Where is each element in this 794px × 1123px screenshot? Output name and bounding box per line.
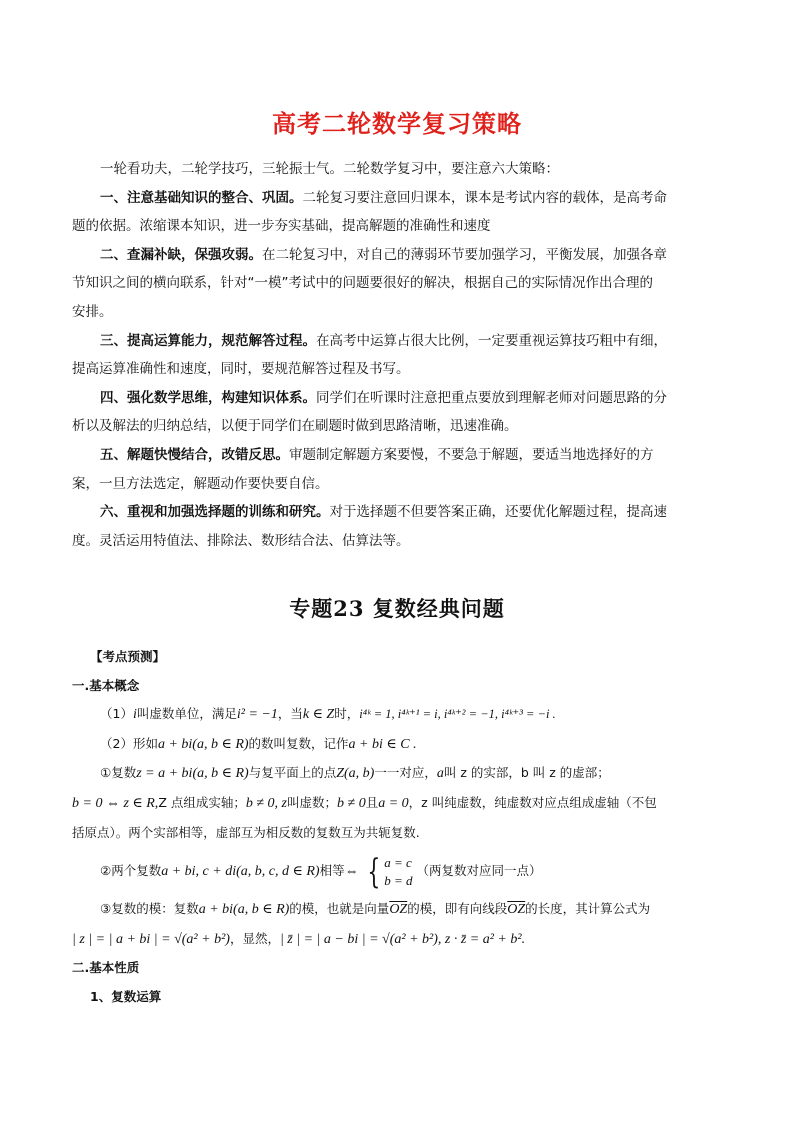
section-kaodian: 【考点预测】 xyxy=(90,649,166,664)
page-title: 高考二轮数学复习策略 xyxy=(272,110,522,138)
section-complex-operations: 1、复数运算 xyxy=(90,988,162,1004)
strategy-2-line-2: 节知识之间的横向联系，针对“一模”考试中的问题要很好的解决，根据自己的实际情况作出合理的 xyxy=(72,275,653,292)
strategy-2-heading: 二、查漏补缺，保强攻弱。 xyxy=(100,246,262,263)
item-1-line-2: b = 0 ⇔ z ∈ R,Z 点组成实轴；b ≠ 0, z叫虚数；b ≠ 0且a = 0，z 叫纯虚数，纯虚数对应点组成虚轴（不包 xyxy=(72,794,657,811)
equation-system: { a = c b = d xyxy=(366,852,413,893)
strategy-5-line-2: 案，一旦方法选定，解题动作要快要自信。 xyxy=(72,475,329,492)
strategy-2-line-1: 二、查漏补缺，保强攻弱。在二轮复习中，对自己的薄弱环节要加强学习，平衡发展，加强各章 xyxy=(100,246,667,263)
strategy-6-line-2: 度。灵活运用特值法、排除法、数形结合法、估算法等。 xyxy=(72,532,410,549)
item-2: ②两个复数a + bi, c + di(a, b, c, d ∈ R)相等⇔ { a = c b = d （两复数对应同一点） xyxy=(72,847,724,895)
strategy-2-line-3: 安排。 xyxy=(72,303,113,320)
concept-2: （2）形如a + bi(a, b ∈ R)的数叫复数，记作a + bi ∈ C . xyxy=(100,735,417,752)
strategy-1-line-2: 题的依据。浓缩课本知识，进一步夯实基础，提高解题的准确性和速度 xyxy=(72,218,491,235)
strategy-4-line-1: 四、强化数学思维，构建知识体系。同学们在听课时注意把重点要放到理解老师对问题思路的分 xyxy=(100,389,667,406)
concept-1: （1）i叫虚数单位，满足i² = −1，当k ∈ Z时，i⁴ᵏ = 1, i⁴ᵏ⁺¹ = i, i⁴ᵏ⁺² = −1, i⁴ᵏ⁺³ = −i . xyxy=(100,706,556,723)
item-1-line-1: ①复数z = a + bi(a, b ∈ R)与复平面上的点Z(a, b)一一对应，a叫 z 的实部，b 叫 z 的虚部； xyxy=(100,765,610,782)
strategy-5-heading: 五、解题快慢结合，改错反思。 xyxy=(100,446,289,463)
intro-line: 一轮看功夫，二轮学技巧，三轮振士气。二轮数学复习中，要注意六大策略： xyxy=(100,161,559,177)
topic-title: 专题23 复数经典问题 xyxy=(289,596,505,621)
item-3-line-2: | z | = | a + bi | = √(a² + b²)，显然，| z̄ | = | a − bi | = √(a² + b²), z · z̄ = a² + b². xyxy=(72,930,526,947)
strategy-1-line-1: 一、注意基础知识的整合、巩固。二轮复习要注意回归课本，课本是考试内容的载体，是高考命 xyxy=(100,189,667,206)
section-basic-properties: 二.基本性质 xyxy=(72,960,140,976)
strategy-6-line-1: 六、重视和加强选择题的训练和研究。对于选择题不但要答案正确，还要优化解题过程，提高速 xyxy=(100,504,667,521)
strategy-4-line-2: 析以及解法的归纳总结，以便于同学们在刷题时做到思路清晰，迅速准确。 xyxy=(72,418,518,435)
item-3-line-1: ③复数的模：复数a + bi(a, b ∈ R)的模，也就是向量$\overline{OZ}$的模，即有向线段$\overline{OZ}$的长度，其计算公式为 xyxy=(100,901,651,918)
strategy-1-heading: 一、注意基础知识的整合、巩固。 xyxy=(100,189,303,206)
strategy-6-heading: 六、重视和加强选择题的训练和研究。 xyxy=(100,504,330,521)
brace-symbol: { xyxy=(366,852,380,893)
item-1-line-3: 括原点）。两个实部相等，虚部互为相反数的复数互为共轭复数. xyxy=(72,824,420,840)
topic-content xyxy=(72,643,724,1012)
strategy-3-line-1: 三、提高运算能力，规范解答过程。在高考中运算占很大比例，一定要重视运算技巧粗中有细， xyxy=(100,332,667,349)
strategy-5-line-1: 五、解题快慢结合，改错反思。审题制定解题方案要慢，不要急于解题，要适当地选择好的方 xyxy=(100,446,654,463)
strategy-3-line-2: 提高运算准确性和速度，同时，要规范解答过程及书写。 xyxy=(72,361,410,378)
strategy-3-heading: 三、提高运算能力，规范解答过程。 xyxy=(100,332,316,349)
strategy-4-heading: 四、强化数学思维，构建知识体系。 xyxy=(100,389,316,406)
strategy-section xyxy=(72,155,724,555)
section-basic-concepts: 一.基本概念 xyxy=(72,677,140,693)
